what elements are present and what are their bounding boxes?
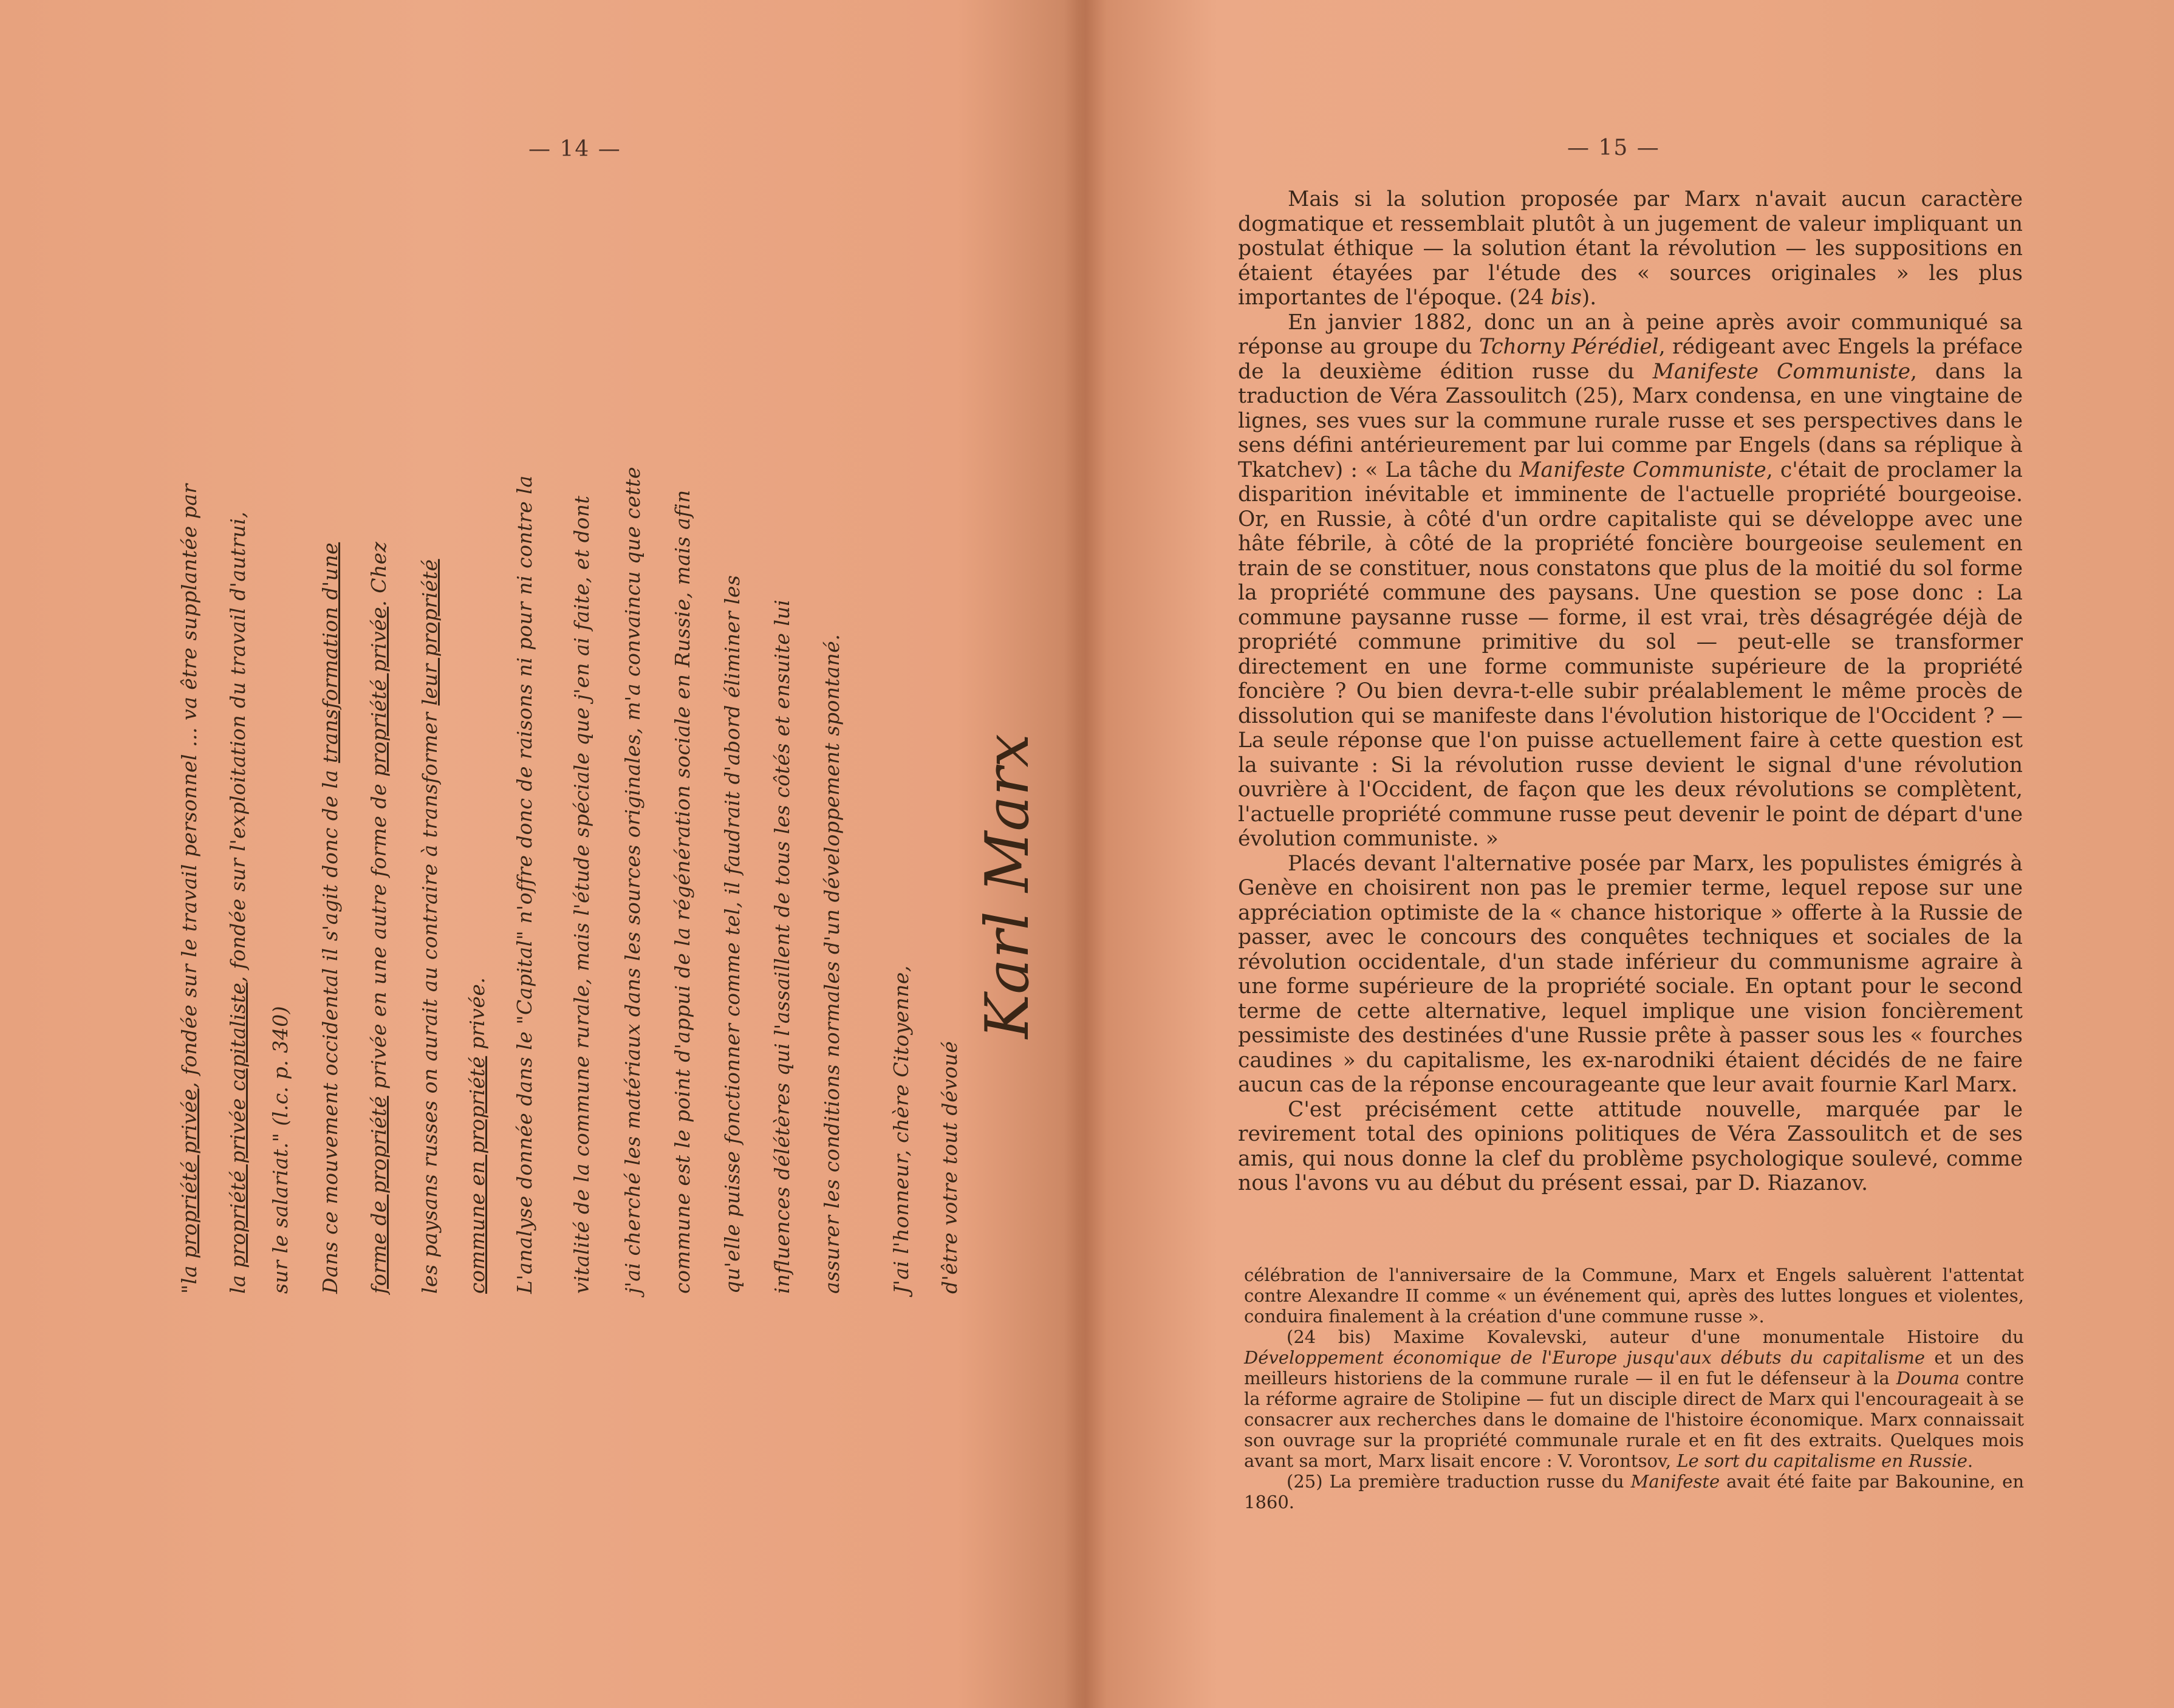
italic-text: Manifeste xyxy=(1630,1471,1720,1492)
text-run: , c'était de proclamer la disparition inévitable et imminente de l'actuelle propriété bourgeoise. Or, en Russie, à côté d'un ordre capitaliste qui se développe avec une hâte fébrile, à côté de la propriété foncière bourgeoise seulement en train de se constituer, nous constatons que plus de la moitié du sol forme la propriété commune des paysans. Une question se pose donc : La commune paysanne russe — forme, il est vrai, très désagrégée déjà de propriété commune primitive du sol — peut-elle se transformer directement en une forme communiste supérieure de la propriété foncière ? Ou bien devra-t-elle subir préalablement le même procès de dissolution qui se manifeste dans l'évolution historique de l'Occident ? — La seule réponse que l'on puisse actuellement faire à cette question est la suivante : Si la révolution russe devient le signal d'une révolution ouvrière à l'Occident, de façon que les deux révolutions se complètent, l'actuelle propriété commune russe peut devenir le point de départ d'une évolution communiste. » xyxy=(1238,457,2023,851)
handwriting-line xyxy=(268,1006,292,1294)
handwritten-letter-facsimile xyxy=(141,292,1046,1294)
footnote xyxy=(1244,1265,2024,1327)
body-paragraph xyxy=(1238,310,2023,852)
text-run: , fondée sur l'exploitation du travail d'autrui, xyxy=(226,511,250,983)
text-run: J'ai l'honneur, chère Citoyenne, xyxy=(889,965,913,1294)
right-page-body-text xyxy=(1238,187,2023,1196)
underlined-text: leur propriété xyxy=(418,559,442,706)
body-paragraph xyxy=(1238,852,2023,1098)
underlined-text: forme de propriété xyxy=(367,1096,391,1294)
handwriting-line xyxy=(938,1041,962,1294)
handwriting-line xyxy=(226,511,250,1294)
handwriting-line xyxy=(720,575,744,1294)
handwriting-line xyxy=(671,490,694,1294)
handwriting-line xyxy=(621,466,644,1294)
text-run: et un des meilleurs historiens de la commune rurale — il en fut le défenseur à la xyxy=(1244,1347,2024,1389)
text-run: , rédigeant avec Engels la préface de la deuxième édition russe du xyxy=(1238,335,2023,384)
text-run: d'être votre tout dévoué xyxy=(938,1040,962,1294)
karl-marx-signature: Karl Marx xyxy=(973,734,1042,1039)
handwriting-line xyxy=(570,496,593,1294)
text-run: avait été faite par Bakounine, en 1860. xyxy=(1244,1471,2025,1512)
underlined-text: commune en propriété xyxy=(465,1056,489,1294)
text-run: célébration de l'anniversaire de la Commune, Marx et Engels saluèrent l'attentat contre Alexandre II comme « un événement qui, après des luttes longues et violentes, conduira finalement à la création d'une commune russe ». xyxy=(1244,1265,2024,1327)
text-run: privée en une autre forme de xyxy=(367,776,391,1096)
italic-text: Manifeste Communiste xyxy=(1519,457,1766,482)
text-run: "la xyxy=(177,1259,201,1294)
text-run: L'analyse donnée dans le "Capital" n'offre donc de raisons ni pour ni contre la xyxy=(513,475,536,1294)
text-run: (24 bis) Maxime Kovalevski, auteur d'une monumentale Histoire du xyxy=(1287,1327,2024,1347)
italic-text: Tchorny Pérédiel xyxy=(1478,335,1659,359)
left-page-number: — 14 — xyxy=(528,137,621,162)
text-run: sur le salariat." (l.c. p. 340) xyxy=(268,1005,292,1294)
text-run: C'est précisément cette attitude nouvelle, marquée par le revirement total des opinions politiques de Véra Zassoulitch et de ses amis, qui nous donne la clef du problème psychologique soulevé, comme nous l'avons vu au début du présent essai, par D. Riazanov. xyxy=(1238,1097,2023,1195)
italic-text: Douma xyxy=(1896,1368,1960,1389)
underlined-text: propriété privée xyxy=(177,1088,201,1259)
text-run: Placés devant l'alternative posée par Marx, les populistes émigrés à Genève en choisirent non pas le premier terme, lequel repose sur une appréciation optimiste de la « chance historique » offerte à la Russie de passer, avec le concours des conquêtes techniques et sociales de la révolution occidentale, d'un stade inférieur du communisme agraire à une forme supérieure de la propriété sociale. En optant pour le second terme de cette alternative, lequel implique une vision foncièrement pessimiste des destinées d'une Russie prête à passer sous les « fourches caudines » du capitalisme, les ex-narodniki étaient décidés de ne faire aucun cas de la réponse encourageante que leur avait fournie Karl Marx. xyxy=(1238,851,2023,1097)
handwriting-line xyxy=(367,541,391,1294)
book-gutter xyxy=(1064,0,1107,1708)
text-run: Mais si la solution proposée par Marx n'avait aucun caractère dogmatique et ressemblait plutôt à un jugement de valeur impliquant un postulat éthique — la solution étant la révolution — les suppositions en étaient étayées par l'étude des « sources originales » les plus importantes de l'époque. (24 xyxy=(1238,187,2023,310)
text-run: ). xyxy=(1581,285,1597,310)
italic-text: Manifeste Communiste xyxy=(1652,359,1910,384)
text-run: la xyxy=(226,1268,250,1294)
handwriting-line xyxy=(513,475,536,1294)
text-run: . Chez xyxy=(367,541,391,607)
text-run: , fondée sur le travail personnel ... va être supplantée par xyxy=(177,483,201,1088)
text-run: , dans la traduction de Véra Zassoulitch (25), Marx condensa, en une vingtaine de lignes, ses vues sur la commune rurale russe et ses perspectives dans le sens défini antérieurement par lui comme par Engels (dans sa réplique à Tkatchev) : « La tâche du xyxy=(1238,359,2023,482)
text-run: j'ai cherché les matériaux dans les sources originales, m'a convaincu que cette xyxy=(621,466,644,1294)
text-run: les paysans russes on aurait au contraire à transformer xyxy=(418,705,442,1294)
underlined-text: propriété privée capitaliste xyxy=(226,982,250,1268)
text-run: En janvier 1882, donc un an à peine après avoir communiqué sa réponse au groupe du xyxy=(1238,310,2023,359)
handwriting-line xyxy=(820,634,844,1294)
text-run: assurer les conditions normales d'un développement spontané. xyxy=(820,634,844,1294)
handwriting-line xyxy=(770,600,794,1294)
text-run: influences délétères qui l'assaillent de tous les côtés et ensuite lui xyxy=(770,599,794,1294)
right-page-number: — 15 — xyxy=(1567,135,1660,160)
text-run: Dans ce mouvement occidental il s'agit donc de la xyxy=(318,763,342,1294)
body-paragraph xyxy=(1238,187,2023,310)
text-run: vitalité de la commune rurale, mais l'étude spéciale que j'en ai faite, et dont xyxy=(570,495,593,1294)
underlined-text: propriété privée xyxy=(367,606,391,777)
underlined-text: transformation d'une xyxy=(318,542,342,763)
body-paragraph xyxy=(1238,1098,2023,1196)
text-run: privée. xyxy=(465,977,489,1056)
handwriting-line xyxy=(889,965,913,1294)
handwriting-line xyxy=(418,559,442,1294)
handwriting-line xyxy=(177,483,201,1294)
handwritten-letter-text xyxy=(141,298,1040,1294)
handwriting-line xyxy=(318,542,342,1294)
text-run: (25) La première traduction russe du xyxy=(1287,1471,1631,1492)
text-run: . xyxy=(1967,1450,1974,1471)
italic-text: Développement économique de l'Europe jusqu'aux débuts du capitalisme xyxy=(1244,1347,1926,1368)
italic-text: Le sort du capitalisme en Russie xyxy=(1677,1450,1967,1471)
text-run: contre la réforme agraire de Stolipine — fut un disciple direct de Marx qui l'encourageait à se consacrer aux recherches dans le domaine de l'histoire économique. Marx connaissait son ouvrage sur la propriété communale rurale et en fit des extraits. Quelques mois avant sa mort, Marx lisait encore : V. Vorontsov, xyxy=(1244,1368,2024,1471)
text-run: qu'elle puisse fonctionner comme tel, il faudrait d'abord éliminer les xyxy=(720,575,744,1294)
footnote xyxy=(1244,1327,2024,1471)
handwriting-line xyxy=(465,977,489,1294)
text-run: commune est le point d'appui de la régénération sociale en Russie, mais afin xyxy=(671,490,694,1294)
right-page-footnotes xyxy=(1244,1265,2024,1512)
footnote xyxy=(1244,1471,2024,1512)
italic-text: bis xyxy=(1550,285,1582,310)
